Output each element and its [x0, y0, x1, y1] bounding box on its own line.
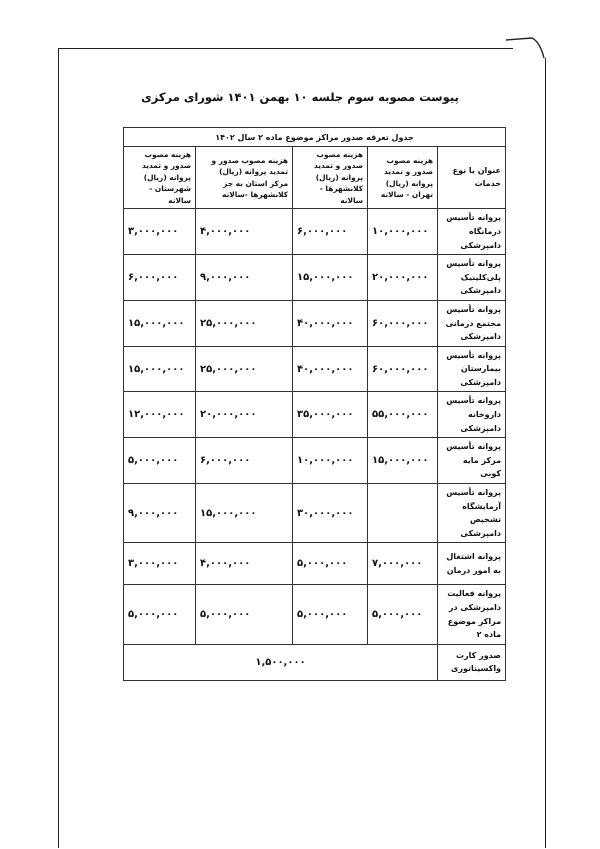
county-fee: ۳,۰۰۰,۰۰۰ [124, 543, 196, 585]
metropolis-fee: ۴۰,۰۰۰,۰۰۰ [293, 346, 368, 392]
tehran-fee: ۱۵,۰۰۰,۰۰۰ [368, 438, 438, 484]
county-fee: ۳,۰۰۰,۰۰۰ [124, 209, 196, 255]
service-cell: پروانه تأسیس مرکز مایه کوبی [438, 438, 506, 484]
province-center-fee: ۴,۰۰۰,۰۰۰ [196, 543, 293, 585]
metropolis-fee: ۴۰,۰۰۰,۰۰۰ [293, 300, 368, 346]
table-row [124, 585, 506, 644]
table-row [124, 300, 506, 346]
tehran-fee: ۶۰,۰۰۰,۰۰۰ [368, 346, 438, 392]
service-cell: پروانه تأسیس بیمارستان دامپزشکی [438, 346, 506, 392]
county-fee: ۵,۰۰۰,۰۰۰ [124, 438, 196, 484]
county-fee: ۶,۰۰۰,۰۰۰ [124, 255, 196, 301]
province-center-fee: ۶,۰۰۰,۰۰۰ [196, 438, 293, 484]
province-center-fee: ۲۰,۰۰۰,۰۰۰ [196, 392, 293, 438]
header-service: عنوان یا نوع خدمات [438, 147, 506, 209]
table-row [124, 209, 506, 255]
table-row [124, 346, 506, 392]
province-center-fee: ۱۵,۰۰۰,۰۰۰ [196, 484, 293, 543]
province-center-fee: ۲۵,۰۰۰,۰۰۰ [196, 300, 293, 346]
county-fee: ۱۲,۰۰۰,۰۰۰ [124, 392, 196, 438]
metropolis-fee: ۵,۰۰۰,۰۰۰ [293, 543, 368, 585]
header-county: هزینه مصوب صدور و تمدید پروانه (ریال) شهرستان - سالانه [124, 147, 196, 209]
tehran-fee: ۷,۰۰۰,۰۰۰ [368, 543, 438, 585]
page-title: پیوست مصوبه سوم جلسه ۱۰ بهمن ۱۴۰۱ شورای مرکزی [141, 90, 459, 104]
service-cell: پروانه فعالیت دامپزشکی در مراکز موضوع ماده ۲ [438, 585, 506, 644]
service-cell: پروانه اشتغال به امور درمان [438, 543, 506, 585]
table-row [124, 392, 506, 438]
county-fee: ۱۵,۰۰۰,۰۰۰ [124, 300, 196, 346]
table-row [124, 543, 506, 585]
service-cell: پروانه تأسیس پلی‌کلینیک دامپزشکی [438, 255, 506, 301]
header-province-center: هزینه مصوب صدور و تمدید پروانه (ریال) مرکز استان به جز کلانشهرها -سالانه [196, 147, 293, 209]
county-fee: ۱۵,۰۰۰,۰۰۰ [124, 346, 196, 392]
corner-line-mark [506, 36, 546, 60]
table-row [124, 255, 506, 301]
metropolis-fee: ۱۰,۰۰۰,۰۰۰ [293, 438, 368, 484]
metropolis-fee: ۵,۰۰۰,۰۰۰ [293, 585, 368, 644]
province-center-fee: ۲۵,۰۰۰,۰۰۰ [196, 346, 293, 392]
tehran-fee [368, 484, 438, 543]
header-metropolis: هزینه مصوب صدور و تمدید پروانه (ریال) کلانشهرها - سالانه [293, 147, 368, 209]
tehran-fee: ۵۵,۰۰۰,۰۰۰ [368, 392, 438, 438]
service-cell: پروانه تأسیس مجتمع درمانی دامپزشکی [438, 300, 506, 346]
metropolis-fee: ۳۰,۰۰۰,۰۰۰ [293, 484, 368, 543]
tehran-fee: ۶۰,۰۰۰,۰۰۰ [368, 300, 438, 346]
county-fee: ۵,۰۰۰,۰۰۰ [124, 585, 196, 644]
header-tehran: هزینه مصوب صدور و تمدید پروانه (ریال) تهران - سالانه [368, 147, 438, 209]
table-header-row [124, 147, 506, 209]
table-row [124, 438, 506, 484]
frame-top-border [58, 48, 513, 49]
province-center-fee: ۹,۰۰۰,۰۰۰ [196, 255, 293, 301]
service-cell: پروانه تأسیس درمانگاه دامپزشکی [438, 209, 506, 255]
table-caption-row [124, 128, 506, 147]
metropolis-fee: ۱۵,۰۰۰,۰۰۰ [293, 255, 368, 301]
metropolis-fee: ۶,۰۰۰,۰۰۰ [293, 209, 368, 255]
county-fee: ۹,۰۰۰,۰۰۰ [124, 484, 196, 543]
tehran-fee: ۱۰,۰۰۰,۰۰۰ [368, 209, 438, 255]
frame-left-border [58, 48, 59, 848]
service-cell: پروانه تأسیس آزمایشگاه تشخیص دامپزشکی [438, 484, 506, 543]
table-caption: جدول تعرفه صدور مراکز موضوع ماده ۲ سال ۱۴۰۲ [124, 128, 506, 147]
frame-right-border [545, 58, 546, 848]
vaccinator-card-fee: ۱,۵۰۰,۰۰۰ [124, 644, 438, 680]
service-cell: پروانه تأسیس داروخانه دامپزشکی [438, 392, 506, 438]
table-row [124, 484, 506, 543]
metropolis-fee: ۳۵,۰۰۰,۰۰۰ [293, 392, 368, 438]
tehran-fee: ۵,۰۰۰,۰۰۰ [368, 585, 438, 644]
table-row-vaccinator-card [124, 644, 506, 680]
service-cell: صدور کارت واکسیناتوری [438, 644, 506, 680]
tariff-table [123, 127, 506, 681]
province-center-fee: ۴,۰۰۰,۰۰۰ [196, 209, 293, 255]
province-center-fee: ۵,۰۰۰,۰۰۰ [196, 585, 293, 644]
tehran-fee: ۲۰,۰۰۰,۰۰۰ [368, 255, 438, 301]
